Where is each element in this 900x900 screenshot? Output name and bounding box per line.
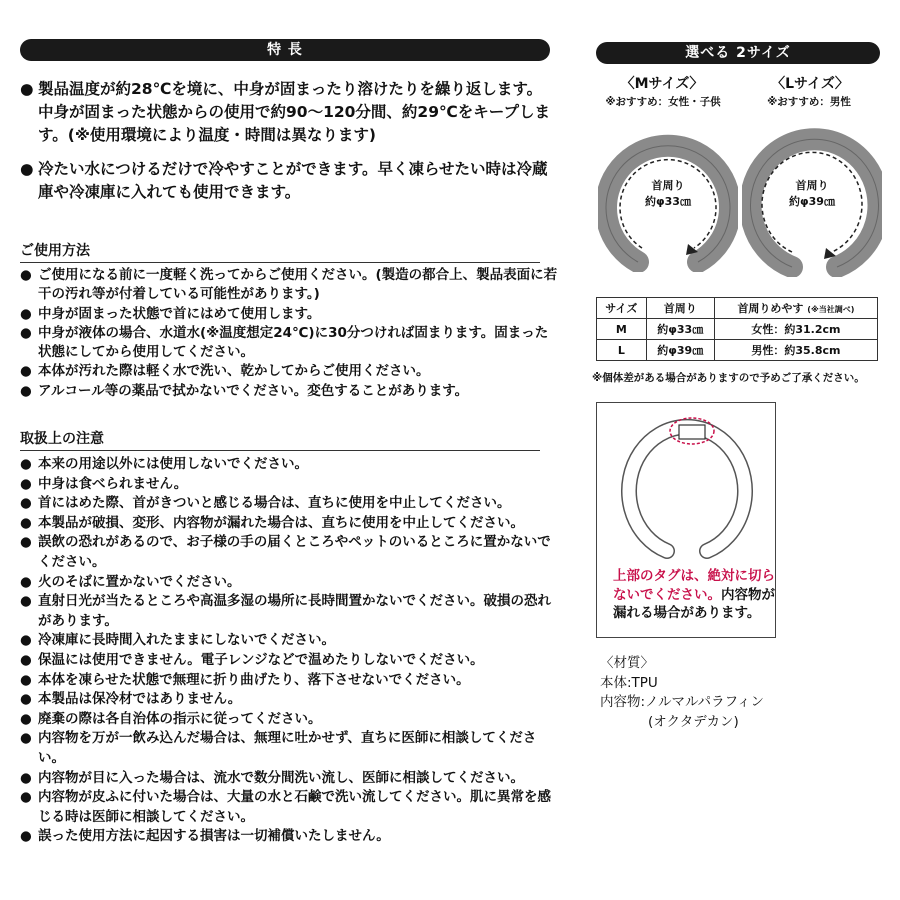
usage-list: [20, 266, 560, 401]
material-body: 本体:TPU: [600, 674, 658, 691]
tag-warning-red: 上部のタグは、絶対に切らないでください。: [613, 568, 775, 603]
list-item: ● 中身は食べられません。: [20, 475, 560, 495]
table-header: [714, 298, 877, 319]
usage-heading: ご使用方法: [20, 240, 540, 263]
table-header-note: (※当社調べ): [807, 305, 855, 314]
list-item: ● 冷凍庫に長時間入れたままにしないでください。: [20, 631, 560, 651]
caution-heading: 取扱上の注意: [20, 428, 540, 451]
tag-warning-box: [596, 402, 776, 638]
m-ring-label: 首周り: [651, 179, 685, 192]
size-table: [596, 297, 878, 361]
tag-warning-text: [613, 567, 783, 623]
features-heading: 特 長: [20, 39, 550, 61]
list-item: ● 直射日光が当たるところや高温多湿の場所に長時間置かないでください。破損の恐れがあります。: [20, 592, 560, 631]
list-item: [20, 78, 560, 147]
list-item: ● 首にはめた際、首がきついと感じる場合は、直ちに使用を中止してください。: [20, 494, 560, 514]
list-item: ● 本体を凍らせた状態で無理に折り曲げたり、落下させないでください。: [20, 671, 560, 691]
table-header: 首周り: [646, 298, 714, 319]
list-item: ● 本体が汚れた際は軽く水で洗い、乾かしてからご使用ください。: [20, 362, 560, 381]
list-item: ● 本製品は保冷材ではありません。: [20, 690, 560, 710]
features-list: [20, 78, 560, 215]
material-contents-detail: (オクタデカン): [648, 713, 739, 730]
m-ring-value: 約φ33㎝: [645, 195, 691, 208]
table-row: [597, 319, 878, 340]
l-size-recommendation: ※おすすめ：男性: [767, 96, 851, 108]
list-item: ● 誤飲の恐れがあるので、お子様の手の届くところやペットのいるところに置かないでください。: [20, 533, 560, 572]
list-item: ● 内容物が目に入った場合は、流水で数分間洗い流し、医師に相談してください。: [20, 769, 560, 789]
list-item: ● アルコール等の薬品で拭かないでください。変色することがあります。: [20, 382, 560, 401]
list-item: ● 内容物が皮ふに付いた場合は、大量の水と石鹸で洗い流してください。肌に異常を感じる時は医師に相談してください。: [20, 788, 560, 827]
l-ring-value: 約φ39㎝: [789, 195, 835, 208]
list-item: [20, 158, 560, 204]
l-size-label: 〈Lサイズ〉: [771, 76, 849, 92]
list-item: ● 内容物を万が一飲み込んだ場合は、無理に吐かせず、直ちに医師に相談してください。: [20, 729, 560, 768]
table-note: ※個体差がある場合がありますので予めご了承ください。: [592, 372, 865, 384]
sizes-heading: 選べる 2サイズ: [596, 42, 880, 64]
table-cell: 約φ39㎝: [646, 340, 714, 361]
material-info: [600, 654, 764, 732]
m-size-recommendation: ※おすすめ：女性・子供: [605, 96, 721, 108]
table-cell: M: [597, 319, 647, 340]
list-item: ● 本製品が破損、変形、内容物が漏れた場合は、直ちに使用を中止してください。: [20, 514, 560, 534]
feature-text: 冷たい水につけるだけで冷やすことができます。早く凍らせたい時は冷蔵庫や冷凍庫に入れても使用できます。: [38, 160, 548, 201]
list-item: ● 保温には使用できません。電子レンジなどで温めたりしないでください。: [20, 651, 560, 671]
table-header: サイズ: [597, 298, 647, 319]
material-title: 〈材質〉: [600, 655, 654, 671]
table-cell: 男性：約35.8cm: [714, 340, 877, 361]
table-cell: 女性：約31.2cm: [714, 319, 877, 340]
feature-text: 製品温度が約28℃を境に、中身が固まったり溶けたりを繰り返します。: [38, 80, 543, 98]
list-item: ● 中身が固まった状態で首にはめて使用します。: [20, 305, 560, 324]
table-header-row: [597, 298, 878, 319]
m-ring-caption: [628, 178, 708, 210]
feature-text-continued: 中身が固まった状態からの使用で約90〜120分間、約29℃をキープします。(※使用環境により温度・時間は異なります): [38, 103, 550, 144]
table-row: [597, 340, 878, 361]
material-contents: 内容物:ノルマルパラフィン: [600, 694, 764, 710]
table-header-text: 首周りめやす: [737, 302, 804, 315]
table-cell: 約φ33㎝: [646, 319, 714, 340]
caution-list: [20, 455, 560, 847]
table-cell: L: [597, 340, 647, 361]
list-item: ● 火のそばに置かないでください。: [20, 573, 560, 593]
list-item: ● ご使用になる前に一度軽く洗ってからご使用ください。(製造の都合上、製品表面に若干の汚れ等が付着している可能性があります。): [20, 266, 560, 305]
l-ring-label: 首周り: [795, 179, 829, 192]
l-ring-caption: [772, 178, 852, 210]
list-item: ● 中身が液体の場合、水道水(※温度想定24℃)に30分つければ固まります。固まった状態にしてから使用してください。: [20, 324, 560, 363]
tag-warning-black: 内容物が漏れる場合があります。: [613, 586, 775, 621]
list-item: ● 廃棄の際は各自治体の指示に従ってください。: [20, 710, 560, 730]
list-item: ● 本来の用途以外には使用しないでください。: [20, 455, 560, 475]
m-size-label: 〈Mサイズ〉: [620, 76, 704, 92]
list-item: ● 誤った使用方法に起因する損害は一切補償いたしません。: [20, 827, 560, 847]
